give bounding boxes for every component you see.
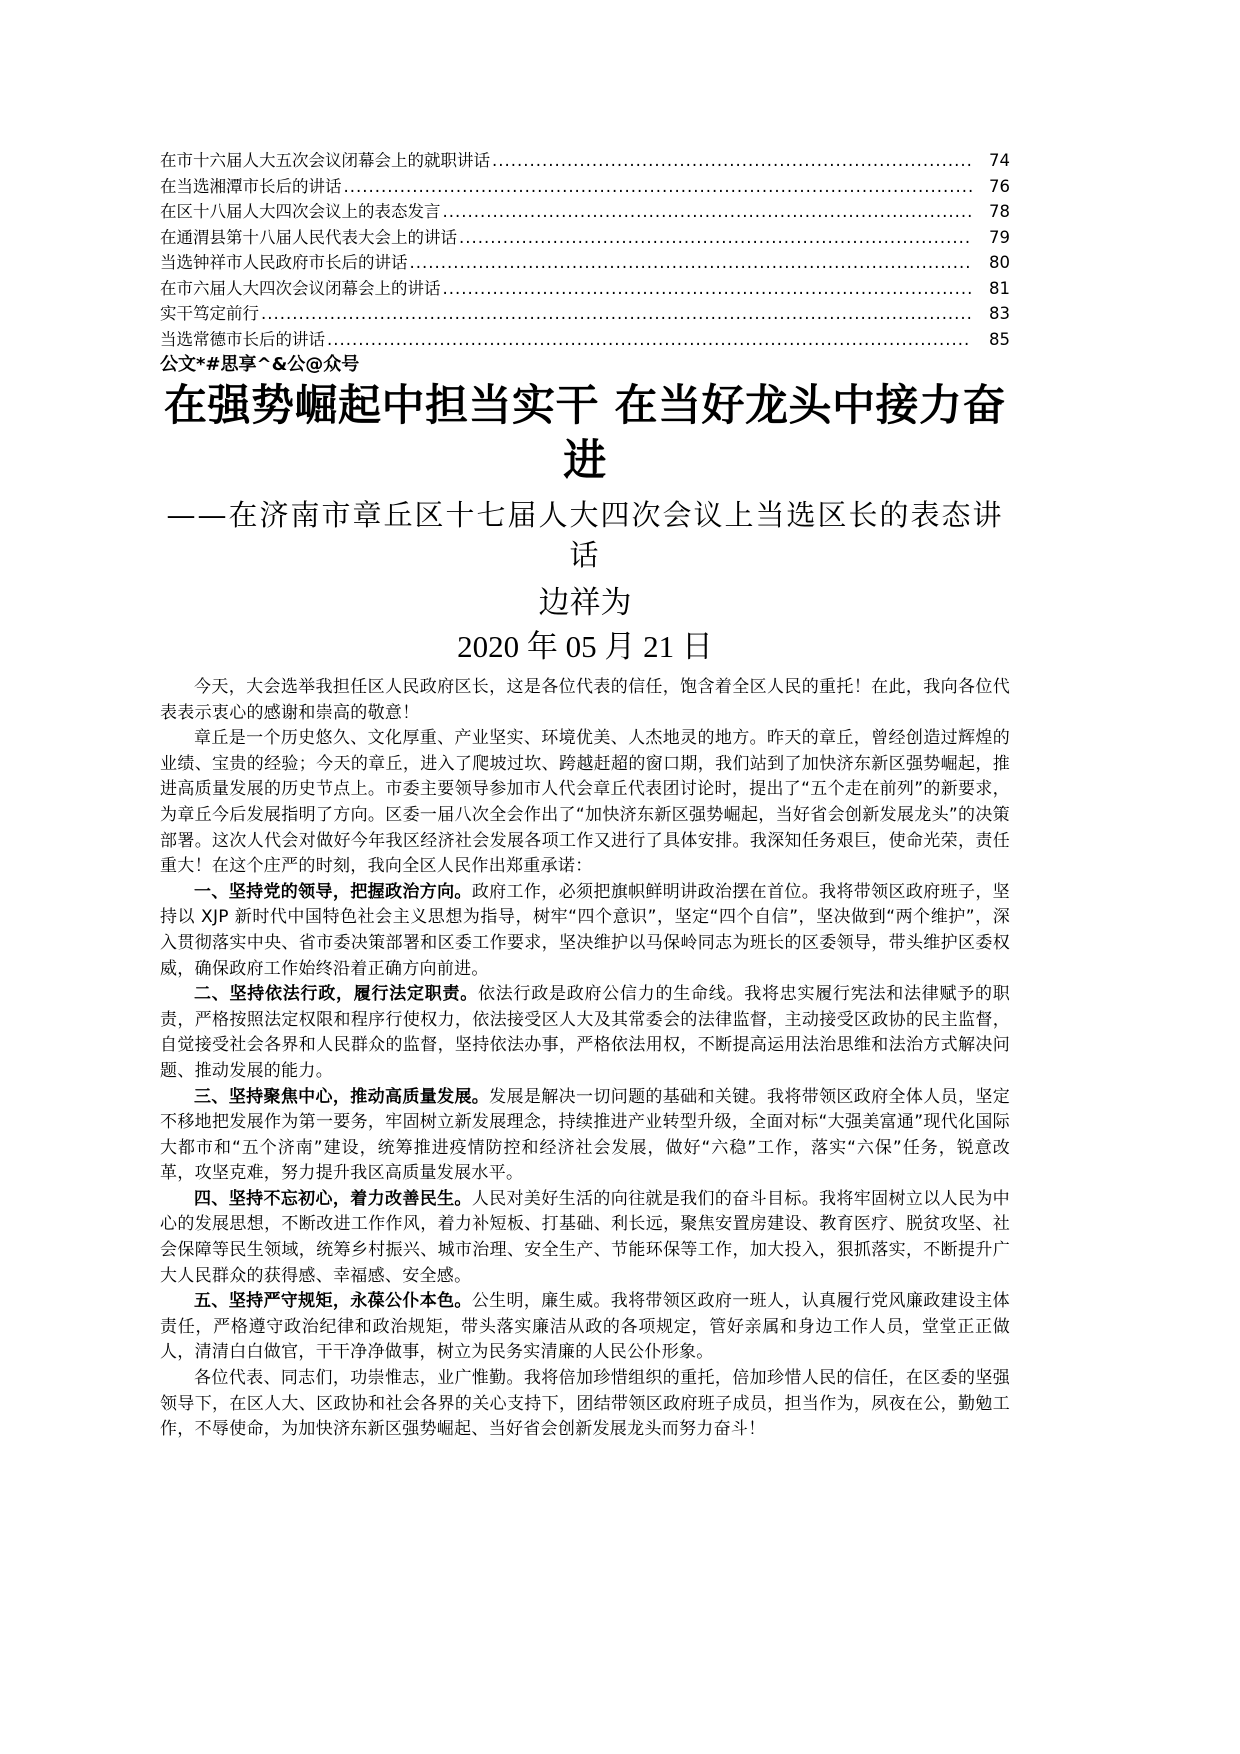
- toc-entry[interactable]: [160, 225, 1010, 251]
- toc-entry[interactable]: [160, 199, 1010, 225]
- body-paragraph: [160, 726, 1010, 880]
- toc-entry-title: 当选钟祥市人民政府市长后的讲话: [160, 253, 408, 272]
- body-paragraph: [160, 1289, 1010, 1366]
- body-paragraph: [160, 880, 1010, 982]
- watermark-text: 公文*#思享^&公@众号: [160, 354, 360, 375]
- toc-leader-dots: [261, 301, 972, 327]
- paragraph-heading: 四、坚持不忘初心，着力改善民生。: [194, 1188, 472, 1209]
- toc-leader-dots: [443, 276, 973, 302]
- toc-entry[interactable]: [160, 301, 1010, 327]
- article-title: 在强势崛起中担当实干 在当好龙头中接力奋进: [164, 381, 1006, 486]
- paragraph-heading: 五、坚持严守规矩，永葆公仆本色。: [194, 1291, 472, 1312]
- body-paragraph: [160, 1187, 1010, 1289]
- toc-entry[interactable]: [160, 250, 1010, 276]
- article-body: [160, 675, 1010, 1443]
- toc-leader-dots: [492, 148, 972, 174]
- toc-leader-dots: [443, 199, 973, 225]
- paragraph-text: 各位代表、同志们，功崇惟志，业广惟勤。我将倍加珍惜组织的重托，倍加珍惜人民的信任，在区委的坚强领导下，在区人大、区政协和社会各界的关心支持下，团结带领区政府班子成员，担当作为，夙夜在公，勤勉工作，不辱使命，为加快济东新区强势崛起、当好省会创新发展龙头而努力奋斗！: [160, 1368, 1010, 1440]
- paragraph-text: 人民对美好生活的向往就是我们的奋斗目标。我将牢固树立以人民为中心的发展思想，不断改进工作作风，着力补短板、打基础、利长远，聚焦安置房建设、教育医疗、脱贫攻坚、社会保障等民生领域，统筹乡村振兴、城市治理、安全生产、节能环保等工作，加大投入，狠抓落实，不断提升广大人民群众的获得感、幸福感、安全感。: [160, 1188, 1010, 1286]
- paragraph-text: 章丘是一个历史悠久、文化厚重、产业坚实、环境优美、人杰地灵的地方。昨天的章丘，曾经创造过辉煌的业绩、宝贵的经验；今天的章丘，进入了爬坡过坎、跨越赶超的窗口期，我们站到了加快济东新区强势崛起，推进高质量发展的历史节点上。市委主要领导参加市人代会章丘代表团讨论时，提出了“五个走在前列”的新要求，为章丘今后发展指明了方向。区委一届八次全会作出了“加快济东新区强势崛起，当好省会创新发展龙头”的决策部署。这次人代会对做好今年我区经济社会发展各项工作又进行了具体安排。我深知任务艰巨，使命光荣，责任重大！在这个庄严的时刻，我向全区人民作出郑重承诺：: [160, 728, 1010, 877]
- body-paragraph: [160, 982, 1010, 1084]
- paragraph-text: 今天，大会选举我担任区人民政府区长，这是各位代表的信任，饱含着全区人民的重托！在此，我向各位代表表示衷心的感谢和崇高的敬意！: [160, 677, 1010, 723]
- paragraph-text: 政府工作，必须把旗帜鲜明讲政治摆在首位。我将带领区政府班子，坚持以 XJP 新时代中国特色社会主义思想为指导，树牢“四个意识”，坚定“四个自信”，坚决做到“两个维护”，深入贯彻落实中央、省市委决策部署和区委工作要求，坚决维护以马保岭同志为班长的区委领导，带头维护区委权威，确保政府工作始终沿着正确方向前进。: [160, 881, 1010, 979]
- paragraph-text: 发展是解决一切问题的基础和关键。我将带领区政府全体人员，坚定不移地把发展作为第一要务，牢固树立新发展理念，持续推进产业转型升级，全面对标“大强美富通”现代化国际大都市和“五个济南”建设，统筹推进疫情防控和经济社会发展，做好“六稳”工作，落实“六保”任务，锐意改革，攻坚克难，努力提升我区高质量发展水平。: [160, 1086, 1010, 1184]
- toc-entry-page: 83: [989, 304, 1010, 323]
- toc-entry-page: 81: [989, 278, 1010, 298]
- article-subtitle: ——在济南市章丘区十七届人大四次会议上当选区长的表态讲话: [166, 498, 1004, 572]
- toc-entry-page: 79: [989, 227, 1010, 247]
- body-paragraph: [160, 1085, 1010, 1187]
- toc-leader-dots: [344, 174, 973, 200]
- toc-entry-page: 85: [989, 329, 1010, 349]
- toc-leader-dots: [410, 250, 973, 276]
- table-of-contents: [160, 148, 1010, 352]
- toc-entry-title: 在市十六届人大五次会议闭幕会上的就职讲话: [160, 151, 490, 170]
- paragraph-text: 公生明，廉生威。我将带领区政府一班人，认真履行党风廉政建设主体责任，严格遵守政治纪律和政治规矩，带头落实廉洁从政的各项规定，管好亲属和身边工作人员，堂堂正正做人，清清白白做官，干干净净做事，树立为民务实清廉的人民公仆形象。: [160, 1291, 1010, 1363]
- toc-entry[interactable]: [160, 327, 1010, 353]
- paragraph-text: 依法行政是政府公信力的生命线。我将忠实履行宪法和法律赋予的职责，严格按照法定权限和程序行使权力，依法接受区人大及其常委会的法律监督，主动接受区政协的民主监督，自觉接受社会各界和人民群众的监督，坚持依法办事，严格依法用权，不断提高运用法治思维和法治方式解决问题、推动发展的能力。: [160, 984, 1010, 1081]
- paragraph-heading: 一、坚持党的领导，把握政治方向。: [194, 881, 472, 902]
- paragraph-heading: 三、坚持聚焦中心，推动高质量发展。: [194, 1086, 490, 1107]
- toc-entry-title: 在通渭县第十八届人民代表大会上的讲话: [160, 227, 457, 247]
- toc-entry-page: 74: [989, 151, 1010, 170]
- toc-entry[interactable]: [160, 174, 1010, 200]
- toc-entry-page: 80: [989, 253, 1010, 272]
- toc-entry-title: 在当选湘潭市长后的讲话: [160, 176, 342, 196]
- toc-entry-title: 当选常德市长后的讲话: [160, 329, 325, 349]
- body-paragraph: [160, 675, 1010, 726]
- toc-entry-title: 实干笃定前行: [160, 304, 259, 323]
- toc-entry-page: 76: [989, 176, 1010, 196]
- body-paragraph: [160, 1366, 1010, 1443]
- toc-entry-title: 在市六届人大四次会议闭幕会上的讲话: [160, 278, 441, 298]
- document-page: [160, 148, 1010, 1443]
- toc-leader-dots: [459, 225, 972, 251]
- paragraph-heading: 二、坚持依法行政，履行法定职责。: [194, 984, 478, 1005]
- toc-leader-dots: [327, 327, 972, 353]
- toc-entry-title: 在区十八届人大四次会议上的表态发言: [160, 202, 441, 221]
- toc-entry[interactable]: [160, 276, 1010, 302]
- article-author: 边祥为: [538, 585, 632, 621]
- toc-entry-page: 78: [989, 202, 1010, 221]
- article-date: 2020 年 05 月 21 日: [457, 629, 713, 664]
- toc-entry[interactable]: [160, 148, 1010, 174]
